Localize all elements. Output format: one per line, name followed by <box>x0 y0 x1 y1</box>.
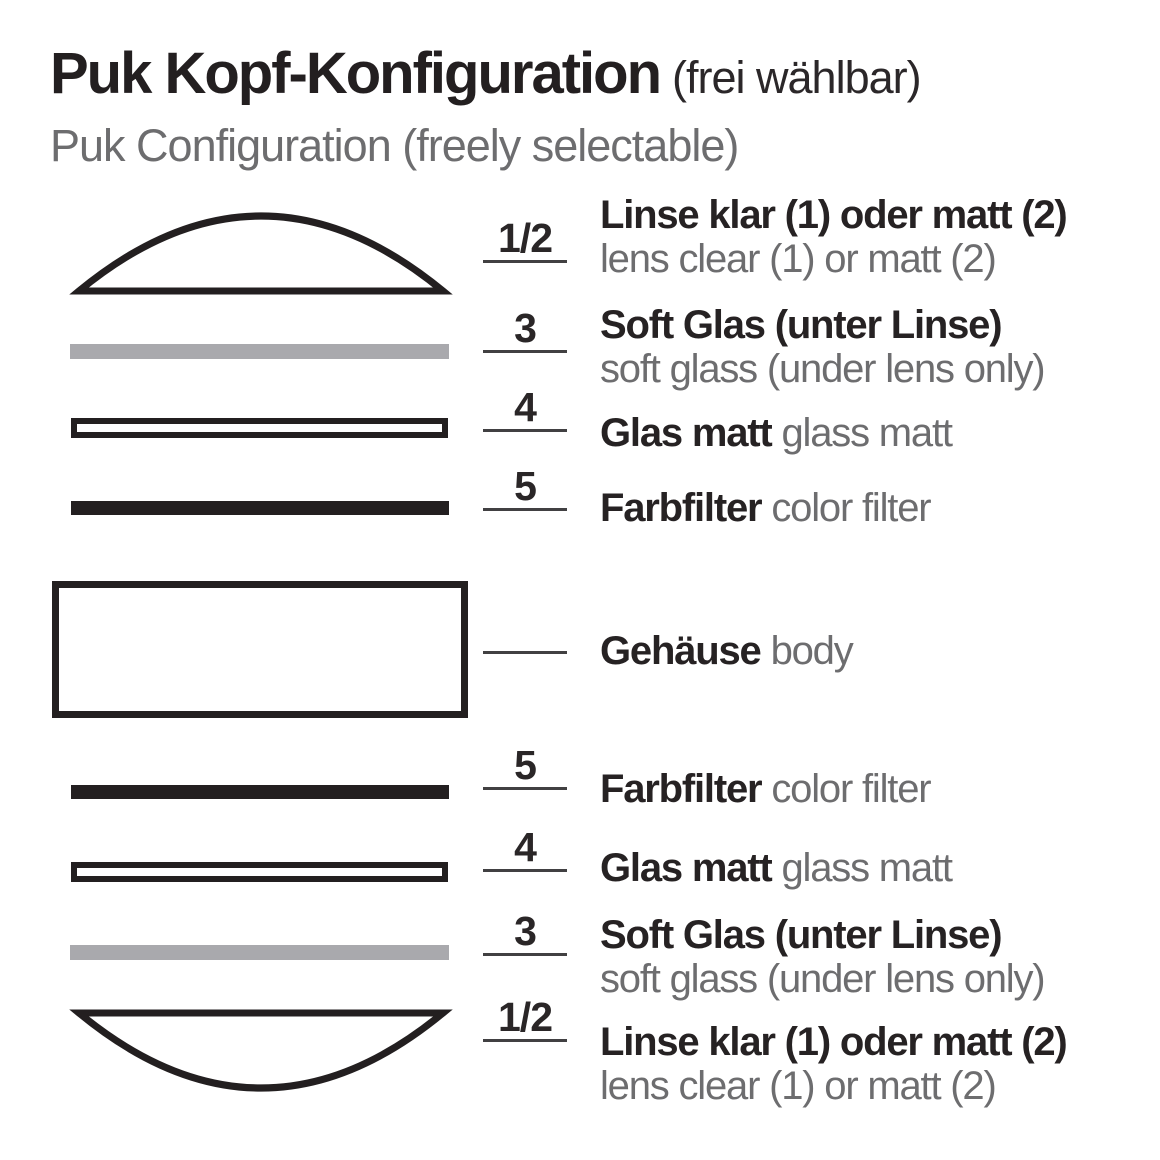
label-german: Gehäuse <box>600 629 761 673</box>
label-german: Linse klar (1) oder matt (2) <box>600 1020 1067 1064</box>
label-german: Linse klar (1) oder matt (2) <box>600 193 1067 237</box>
callout-color-filter-top <box>483 458 567 511</box>
label-glass-matt-bottom <box>600 846 952 899</box>
label-soft-glass-top <box>600 303 1044 391</box>
label-soft-glass-bottom <box>600 913 1044 1001</box>
callout-number: 1/2 <box>498 994 552 1040</box>
label-color-filter-bottom <box>600 767 930 820</box>
glass-matt-bar-bottom <box>71 862 448 882</box>
callout-lens-top <box>483 210 567 263</box>
label-english: soft glass (under lens only) <box>600 347 1045 391</box>
label-english: lens clear (1) or matt (2) <box>600 237 996 281</box>
label-german: Soft Glas (unter Linse) <box>600 913 1002 957</box>
callout-number: 4 <box>514 384 536 430</box>
callout-soft-glass-bottom <box>483 903 567 956</box>
body-rect <box>52 581 468 718</box>
callout-soft-glass-top <box>483 300 567 353</box>
callout-number: 1/2 <box>498 215 552 261</box>
title-suffix: (frei wählbar) <box>672 52 921 103</box>
color-filter-bar-top <box>71 501 449 515</box>
callout-number: 3 <box>514 908 536 954</box>
label-glass-matt-top <box>600 411 952 464</box>
label-english: glass matt <box>781 411 952 455</box>
callout-color-filter-bottom <box>483 737 567 790</box>
color-filter-bar-bottom <box>71 785 449 799</box>
callout-number: 5 <box>514 463 536 509</box>
callout-lens-bottom <box>483 989 567 1042</box>
label-german: Farbfilter <box>600 767 762 811</box>
label-english: body <box>770 629 853 673</box>
lens-dome-bottom <box>74 1006 448 1098</box>
label-german: Soft Glas (unter Linse) <box>600 303 1002 347</box>
glass-matt-bar-top <box>71 418 448 438</box>
label-german: Glas matt <box>600 411 772 455</box>
callout-number: 4 <box>514 824 536 870</box>
label-german: Farbfilter <box>600 486 762 530</box>
title-german: Puk Kopf-Konfiguration <box>50 41 661 106</box>
label-lens-bottom <box>600 1020 1067 1108</box>
label-color-filter-top <box>600 486 930 539</box>
label-english: color filter <box>771 486 931 530</box>
label-german: Glas matt <box>600 846 772 890</box>
label-english: soft glass (under lens only) <box>600 957 1045 1001</box>
soft-glass-bar-top <box>70 344 449 359</box>
callout-number: 3 <box>514 305 536 351</box>
callout-glass-matt-top <box>483 379 567 432</box>
callout-glass-matt-bottom <box>483 819 567 872</box>
label-english: color filter <box>771 767 931 811</box>
label-english: lens clear (1) or matt (2) <box>600 1064 996 1108</box>
page-subtitle: Puk Configuration (freely selectable) <box>50 120 739 171</box>
callout-number: 5 <box>514 742 536 788</box>
soft-glass-bar-bottom <box>70 945 449 960</box>
leader-line-body <box>483 651 567 654</box>
page-title <box>50 40 921 107</box>
label-body <box>600 629 853 682</box>
lens-dome-top <box>74 206 448 298</box>
label-lens-top <box>600 193 1067 281</box>
label-english: glass matt <box>781 846 952 890</box>
